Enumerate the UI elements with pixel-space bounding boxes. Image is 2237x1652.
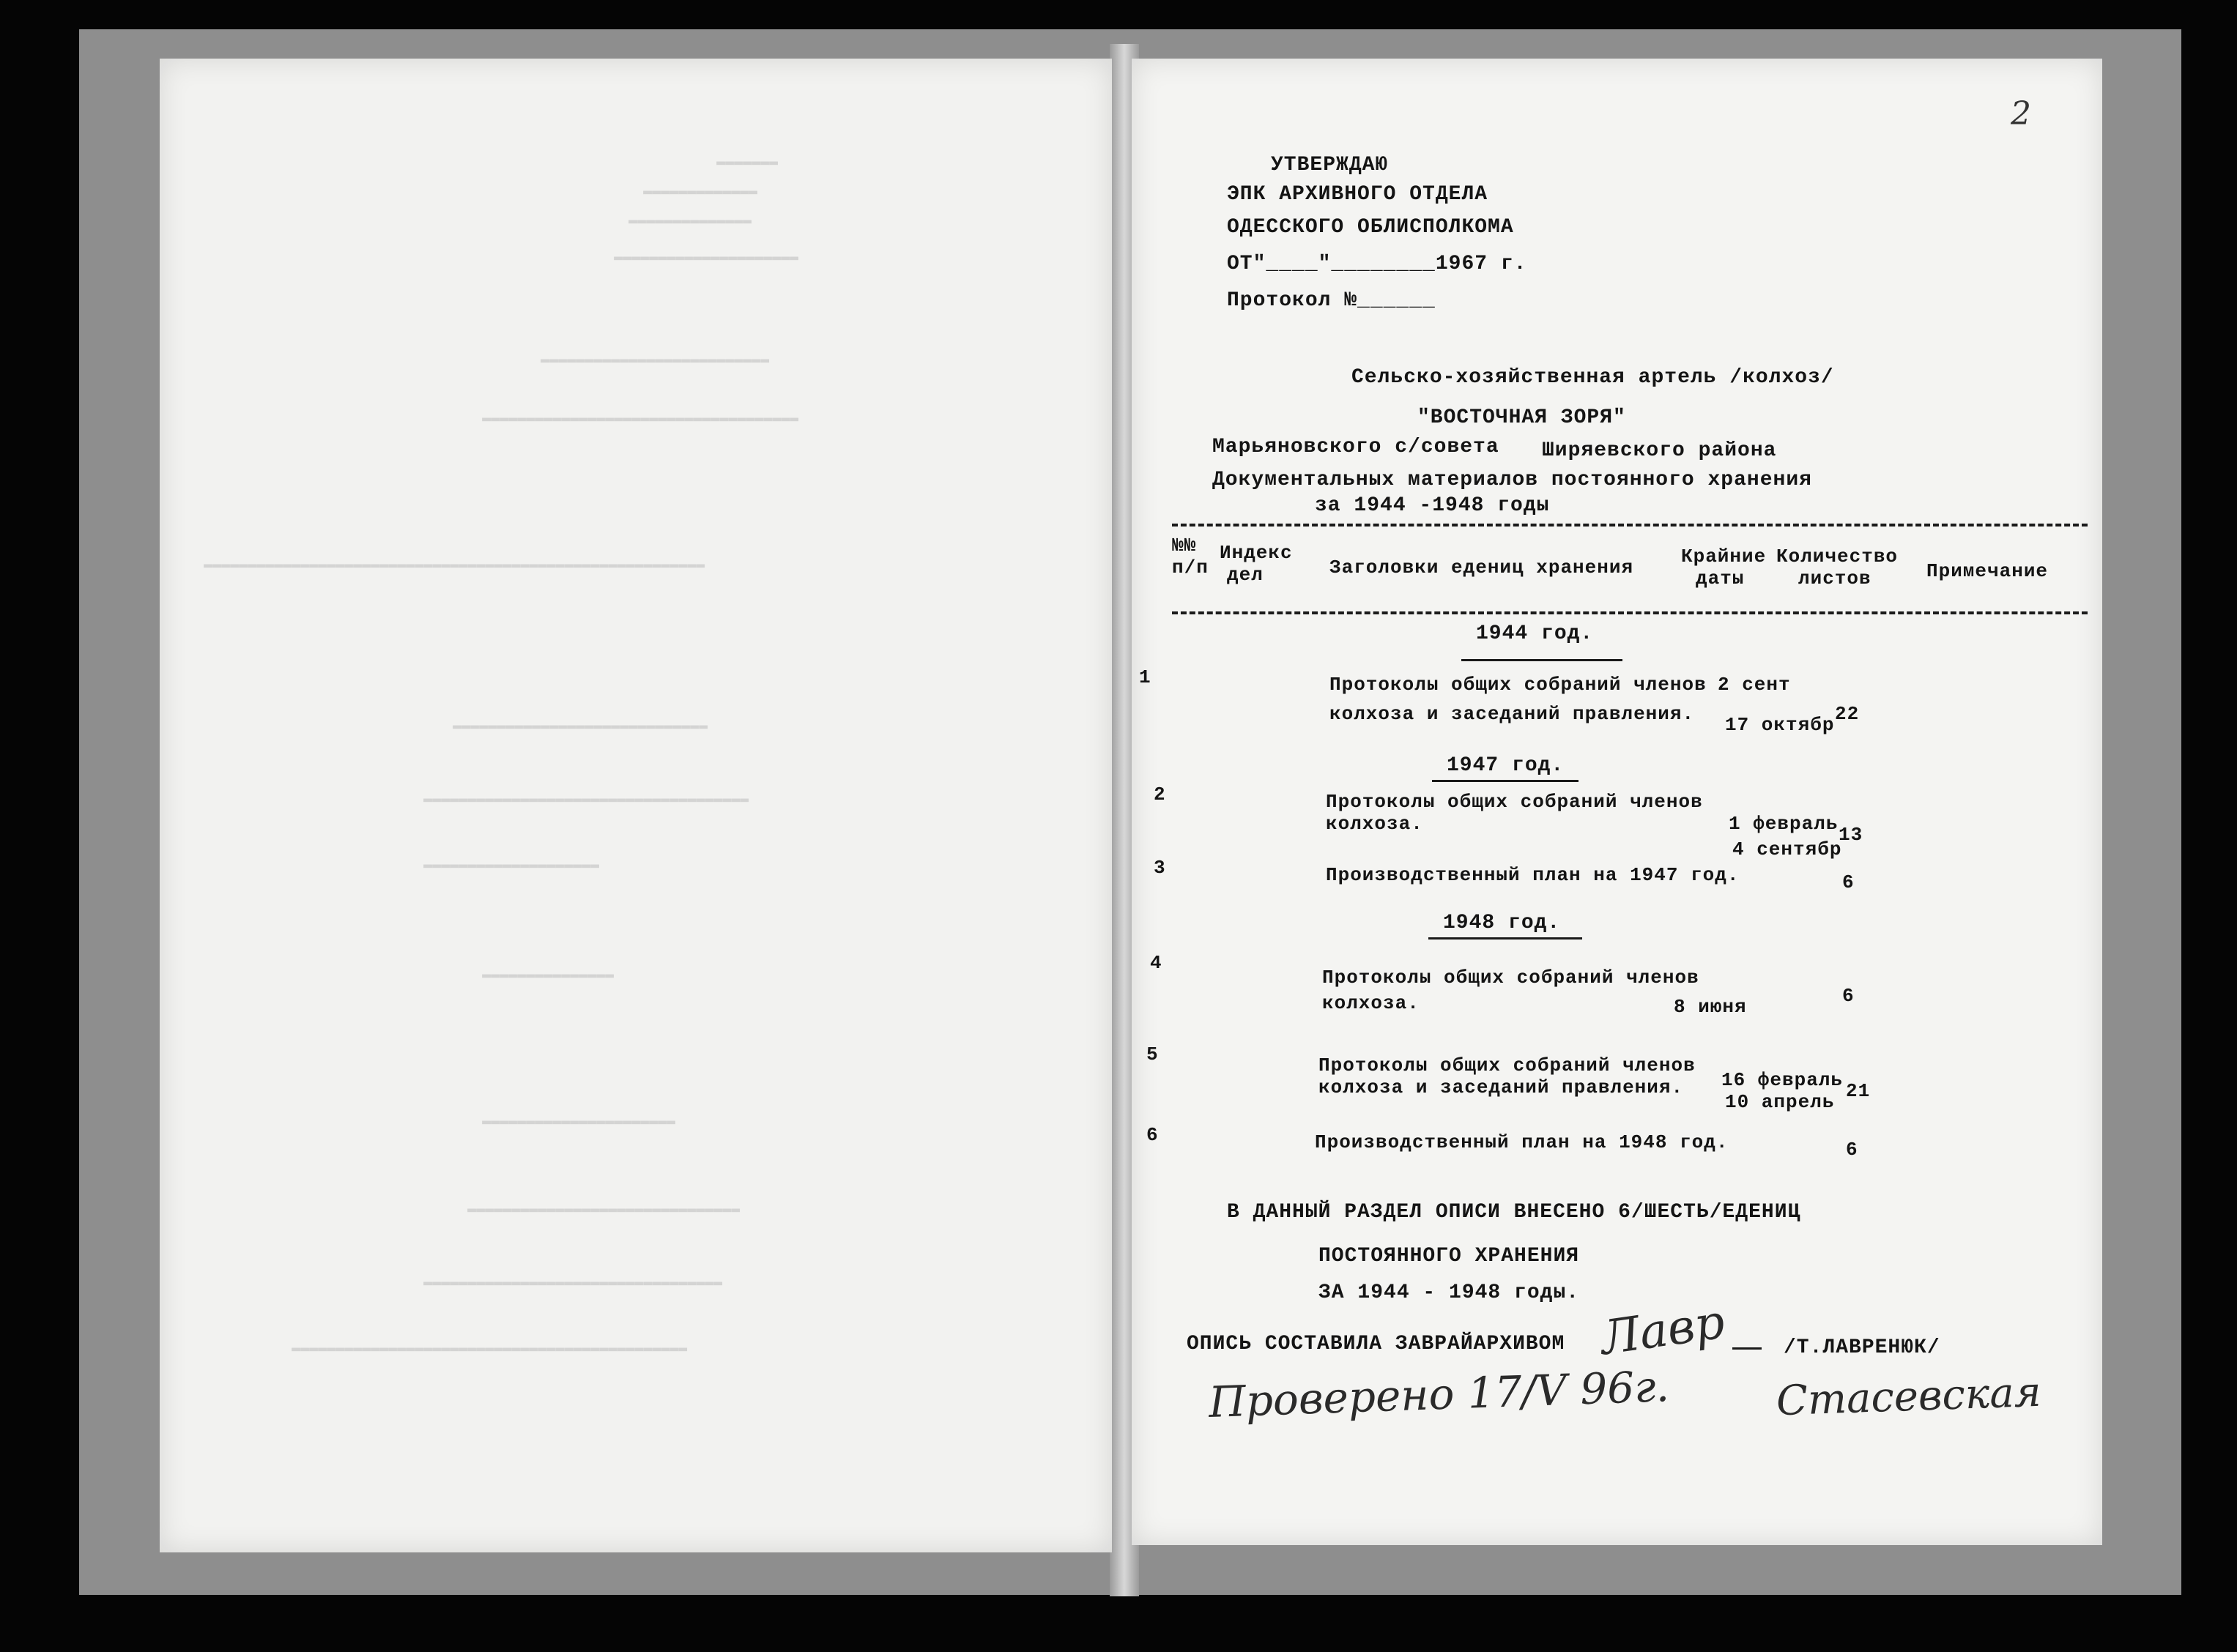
bleed-through-text: ▬▬▬▬▬▬▬▬▬▬▬▬▬▬: [628, 212, 752, 229]
row-4-title-2: колхоза.: [1322, 992, 1420, 1014]
row-2-date-2: 4 сентябр: [1732, 838, 1842, 860]
bleed-through-text: ▬▬▬▬▬▬▬: [716, 154, 779, 171]
row-4-sheets: 6: [1842, 985, 1855, 1007]
row-2-date-1: 1 февраль: [1729, 813, 1839, 835]
row-1-date-2: 17 октябр: [1725, 714, 1835, 736]
row-5-date-2: 10 апрель: [1725, 1091, 1835, 1113]
handwritten-signature: Стасевская: [1775, 1368, 2042, 1426]
row-4-date-2: 8 июня: [1674, 996, 1747, 1018]
row-3-sheets: 6: [1842, 871, 1855, 893]
bleed-through-text: ▬▬▬▬▬▬▬▬▬▬▬▬▬▬▬▬▬▬▬▬: [423, 857, 600, 874]
summary-line-1: В ДАННЫЙ РАЗДЕЛ ОПИСИ ВНЕСЕНО 6/ШЕСТЬ/ЕДЕНИЦ: [1227, 1201, 1801, 1224]
approval-date: ОТ"____"________1967 г.: [1227, 253, 1527, 275]
col-index-top: Индекс: [1220, 542, 1293, 564]
approval-line-3: ОДЕССКОГО ОБЛИСПОЛКОМА: [1227, 216, 1514, 239]
table-header-rule: [1172, 611, 2088, 614]
row-2-sheets: 13: [1839, 824, 1863, 846]
col-sheets-top: Количество: [1776, 546, 1899, 568]
row-1-title-2: колхоза и заседаний правления.: [1329, 703, 1695, 725]
bleed-through-text: ▬▬▬▬▬▬▬▬▬▬▬▬▬▬▬▬▬▬▬▬▬▬▬▬▬▬▬▬▬▬▬: [467, 1201, 741, 1218]
col-dates-bottom: даты: [1696, 568, 1745, 589]
approval-protocol: Протокол №______: [1227, 289, 1436, 312]
description-line-2: за 1944 -1948 годы: [1315, 494, 1550, 517]
district: Ширяевского района: [1542, 439, 1777, 462]
year-heading-1947: 1947 год.: [1447, 754, 1565, 777]
page-number: 2: [2011, 95, 2031, 133]
bleed-through-text: ▬▬▬▬▬▬▬▬▬▬▬▬▬▬▬▬▬▬▬▬▬▬: [482, 1113, 676, 1130]
right-page: [1132, 59, 2102, 1545]
row-5-num: 5: [1146, 1043, 1159, 1065]
table-top-rule: [1172, 524, 2088, 527]
bleed-through-text: ▬▬▬▬▬▬▬▬▬▬▬▬▬▬▬▬▬▬▬▬▬▬▬▬▬▬▬▬▬▬▬▬▬▬▬▬▬▬▬▬▬▬▬▬▬: [292, 1340, 688, 1357]
row-6-sheets: 6: [1846, 1139, 1858, 1161]
row-4-title-1: Протоколы общих собраний членов: [1322, 967, 1699, 989]
bleed-through-text: ▬▬▬▬▬▬▬▬▬▬▬▬▬▬▬▬▬▬▬▬▬▬▬▬▬▬▬▬▬▬▬▬▬▬▬▬: [482, 410, 799, 427]
row-2-title-1: Протоколы общих собраний членов: [1326, 791, 1703, 813]
row-5-title-1: Протоколы общих собраний членов: [1318, 1054, 1696, 1076]
org-name: "ВОСТОЧНАЯ ЗОРЯ": [1417, 406, 1626, 429]
approval-line-1: УТВЕРЖДАЮ: [1271, 154, 1389, 176]
bleed-through-text: ▬▬▬▬▬▬▬▬▬▬▬▬▬▬▬▬▬▬▬▬▬▬▬▬▬▬▬▬▬▬▬▬▬▬: [423, 1274, 723, 1291]
col-num-top: №№: [1172, 535, 1197, 557]
row-6-title-1: Производственный план на 1948 год.: [1315, 1131, 1729, 1153]
handwritten-check-note: Проверено 17/V 96г.: [1208, 1361, 1670, 1427]
org-type: Сельско-хозяйственная артель /колхоз/: [1351, 366, 1834, 389]
bleed-through-text: ▬▬▬▬▬▬▬▬▬▬▬▬▬▬▬▬▬▬▬▬▬▬▬▬▬▬: [541, 351, 770, 368]
description-line-1: Документальных материалов постоянного хранения: [1212, 469, 1812, 491]
bleed-through-text: ▬▬▬▬▬▬▬▬▬▬▬▬▬▬▬: [482, 967, 615, 983]
bleed-through-text: ▬▬▬▬▬▬▬▬▬▬▬▬▬: [643, 183, 758, 200]
row-1-num: 1: [1139, 666, 1151, 688]
bleed-through-text: ▬▬▬▬▬▬▬▬▬▬▬▬▬▬▬▬▬▬▬▬▬▬▬▬▬▬▬▬▬: [453, 718, 708, 734]
signature-underline: [1732, 1347, 1762, 1350]
village-council: Марьяновского с/совета: [1212, 436, 1499, 458]
row-3-title-1: Производственный план на 1947 год.: [1326, 864, 1740, 886]
row-6-num: 6: [1146, 1124, 1159, 1146]
col-note: Примечание: [1926, 560, 2049, 582]
year-heading-1948: 1948 год.: [1443, 912, 1561, 934]
year-underline: [1461, 659, 1622, 661]
row-5-title-2: колхоза и заседаний правления.: [1318, 1076, 1684, 1098]
col-sheets-bottom: листов: [1798, 568, 1871, 589]
row-1-title-1: Протоколы общих собраний членов: [1329, 674, 1707, 696]
summary-line-3: ЗА 1944 - 1948 годы.: [1318, 1281, 1580, 1304]
col-index-bottom: дел: [1227, 564, 1264, 586]
row-1-sheets: 22: [1835, 703, 1860, 725]
compiler-label: ОПИСЬ СОСТАВИЛА ЗАВРАЙАРХИВОМ: [1187, 1333, 1565, 1355]
compiler-name: /Т.ЛАВРЕНЮК/: [1784, 1336, 1940, 1359]
row-4-num: 4: [1150, 952, 1162, 974]
year-underline: [1428, 937, 1582, 940]
bleed-through-text: ▬▬▬▬▬▬▬▬▬▬▬▬▬▬▬▬▬▬▬▬▬: [614, 249, 799, 266]
col-dates-top: Крайние: [1681, 546, 1767, 568]
compiler-signature: Лавр: [1597, 1295, 1729, 1366]
row-5-sheets: 21: [1846, 1080, 1871, 1102]
row-2-title-2: колхоза.: [1326, 813, 1423, 835]
left-page: [160, 59, 1112, 1552]
col-title: Заголовки едениц хранения: [1329, 557, 1634, 578]
row-1-date-1: 2 сент: [1718, 674, 1791, 696]
bleed-through-text: ▬▬▬▬▬▬▬▬▬▬▬▬▬▬▬▬▬▬▬▬▬▬▬▬▬▬▬▬▬▬▬▬▬▬▬▬▬: [423, 791, 749, 808]
summary-line-2: ПОСТОЯННОГО ХРАНЕНИЯ: [1318, 1245, 1580, 1268]
row-5-date-1: 16 февраль: [1721, 1069, 1844, 1091]
row-3-num: 3: [1154, 857, 1166, 879]
col-num-bottom: п/п: [1172, 557, 1209, 578]
approval-line-2: ЭПК АРХИВНОГО ОТДЕЛА: [1227, 183, 1488, 206]
row-2-num: 2: [1154, 784, 1166, 805]
bleed-through-text: ▬▬▬▬▬▬▬▬▬▬▬▬▬▬▬▬▬▬▬▬▬▬▬▬▬▬▬▬▬▬▬▬▬▬▬▬▬▬▬▬▬▬▬▬▬▬▬▬▬▬▬▬▬▬▬▬▬: [204, 557, 705, 573]
year-heading-1944: 1944 год.: [1476, 622, 1594, 645]
year-underline: [1432, 780, 1578, 782]
